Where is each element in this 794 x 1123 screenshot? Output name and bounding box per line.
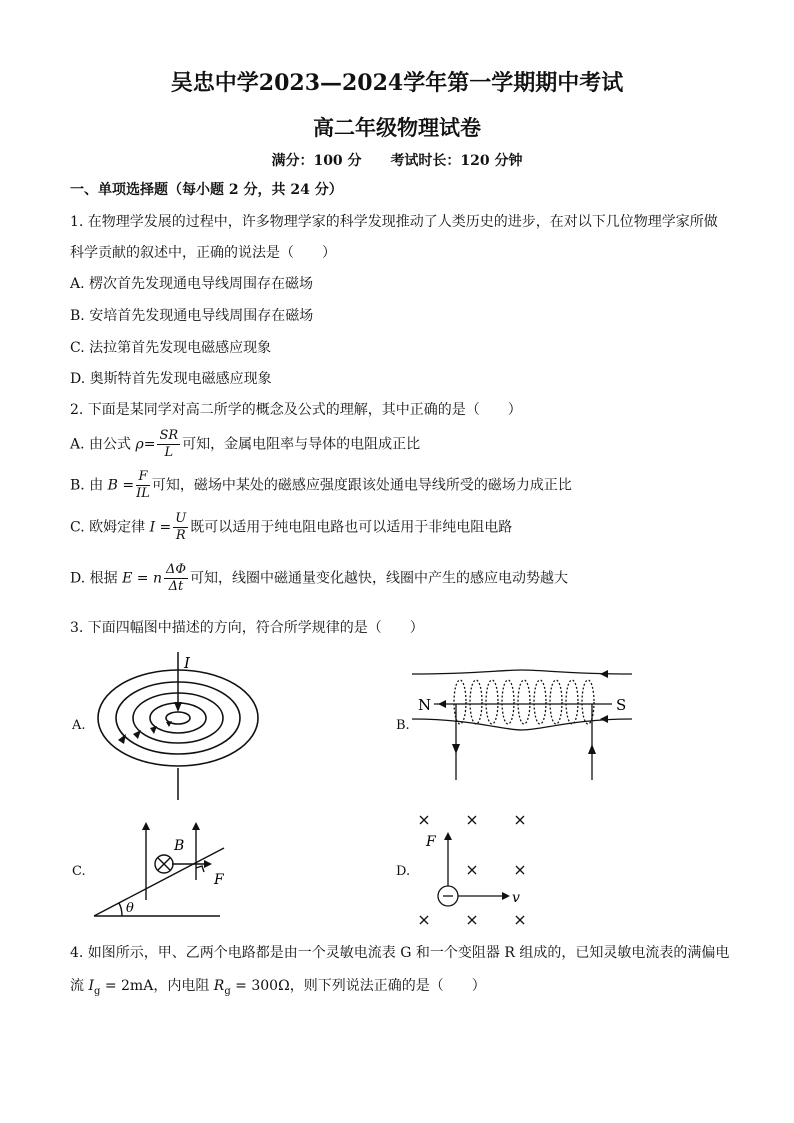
field-arrow-up-icon [192, 822, 200, 830]
south-pole-label: S [616, 696, 627, 714]
q2-b-numerator: F [136, 469, 150, 486]
q1-stem-line1: 1. 在物理学发展的过程中，许多物理学家的科学发现推动了人类历史的进步，在对以下几位物理学家所做 [70, 214, 718, 230]
q2-option-c [70, 511, 512, 544]
force-label: F [214, 872, 224, 888]
coil-turn [470, 680, 482, 724]
q1-option-d: D. 奥斯特首先发现电磁感应现象 [70, 371, 272, 387]
field-label: B [174, 838, 185, 854]
q3-stem: 3. 下面四幅图中描述的方向，符合所学规律的是（ ） [70, 620, 424, 636]
q2-a-fraction [157, 428, 180, 461]
current-arrow-up-icon [588, 744, 596, 754]
field-arrow-icon [133, 730, 141, 739]
field-arrow-left-icon [600, 670, 608, 678]
field-arrow-icon [118, 734, 126, 744]
field-cross-icon [420, 816, 428, 824]
q2-stem: 2. 下面是某同学对高二所学的概念及公式的理解，其中正确的是（ ） [70, 402, 522, 418]
field-cross-icon [516, 866, 524, 874]
q2-option-d [70, 562, 568, 595]
ig-subscript: g [93, 985, 101, 997]
field-cross-icon [468, 816, 476, 824]
duration: 考试时长：120 分钟 [390, 153, 523, 169]
angle-label: θ [126, 901, 134, 916]
figure-d-particle [412, 810, 542, 934]
q2-a-denominator: L [164, 445, 174, 460]
coil-turn [518, 680, 530, 724]
exam-title: 吴忠中学2023—2024学年第一学期期中考试 [170, 70, 624, 96]
q4-line1: 4. 如图所示，甲、乙两个电路都是由一个灵敏电流表 G 和一个变阻器 R 组成的，已知灵敏电流表的满偏电 [70, 945, 730, 961]
q2-option-a [70, 428, 420, 461]
force-arrow-right-icon [204, 860, 212, 868]
q2-a-lhs: ρ= [135, 436, 156, 453]
q3-label-c: C. [72, 864, 86, 879]
field-arrow-icon [166, 721, 172, 727]
q2-d-text: 可知，线圈中磁通量变化越快，线圈中产生的感应电动势越大 [190, 570, 569, 587]
field-line-top [412, 670, 632, 674]
q2-b-lhs: B = [107, 477, 135, 494]
q4-line2 [70, 976, 486, 1002]
q2-a-text: 可知，金属电阻率与导体的电阻成正比 [182, 436, 421, 453]
q2-b-prefix: B. 由 [70, 477, 104, 494]
field-arrow-up-icon [142, 822, 150, 830]
angle-arc [119, 903, 122, 916]
right-angle-mark [196, 866, 204, 872]
field-arrow-icon [150, 726, 157, 734]
force-arrow-up-icon [444, 832, 452, 840]
q2-d-fraction [164, 562, 188, 595]
figure-a-wire-field [90, 648, 270, 803]
coil-turn [486, 680, 498, 724]
current-arrow-down-icon [174, 702, 182, 712]
q2-c-fraction [173, 511, 188, 544]
q2-a-numerator: SR [159, 428, 179, 443]
q3-label-b: B. [396, 718, 410, 733]
q3-label-d: D. [396, 864, 411, 879]
q2-c-text: 既可以适用于纯电阻电路也可以适用于非纯电阻电路 [190, 519, 513, 536]
q2-b-text: 可知，磁场中某处的磁感应强度跟该处通电导线所受的磁场力成正比 [151, 477, 572, 494]
q2-c-numerator: U [175, 511, 187, 526]
current-arrow-down-icon [452, 744, 460, 754]
q2-b-fraction [136, 469, 150, 502]
field-cross-icon [468, 916, 476, 924]
ig-symbol: I [88, 978, 94, 994]
rg-subscript: g [224, 985, 231, 997]
force-label: F [426, 834, 436, 850]
field-arrow-left-icon [438, 700, 446, 708]
coil-turn [534, 680, 546, 724]
q1-option-a: A. 楞次首先发现通电导线周围存在磁场 [70, 276, 314, 292]
coil-turn [502, 680, 514, 724]
exam-subtitle: 高二年级物理试卷 [313, 115, 481, 140]
field-cross-icon [516, 916, 524, 924]
coil-turn [550, 680, 562, 724]
q2-d-denominator: Δt [168, 579, 184, 594]
current-label: I [184, 654, 190, 672]
field-arrow-left-icon [600, 715, 608, 723]
field-line-bottom [412, 719, 632, 730]
q2-d-lhs: E = n [122, 570, 162, 587]
section-heading: 一、单项选择题（每小题 2 分，共 24 分） [70, 182, 343, 198]
field-cross-icon [468, 866, 476, 874]
q3-label-a: A. [72, 718, 86, 733]
q1-option-b: B. 安培首先发现通电导线周围存在磁场 [70, 308, 314, 324]
q2-d-numerator: ΔΦ [165, 562, 187, 577]
q1-stem-line2: 科学贡献的叙述中，正确的说法是（ ） [70, 245, 336, 261]
coil-turn [566, 680, 578, 724]
q1-option-c: C. 法拉第首先发现电磁感应现象 [70, 340, 272, 356]
field-cross-icon [420, 916, 428, 924]
field-cross-icon [516, 816, 524, 824]
exam-meta [0, 150, 794, 170]
figure-b-solenoid [412, 664, 640, 782]
q2-option-b [70, 469, 572, 502]
full-score: 满分：100 分 [271, 153, 362, 169]
q2-b-denominator: IL [136, 486, 150, 501]
north-pole-label: N [418, 696, 432, 714]
q2-c-lhs: I = [149, 519, 172, 536]
q2-d-prefix: D. 根据 [70, 570, 118, 587]
velocity-label: v [512, 890, 520, 906]
velocity-arrow-right-icon [502, 892, 510, 900]
rg-value: = 300Ω，则下列说法正确的是（ ） [230, 978, 486, 994]
ig-value: = 2mA，内电阻 [100, 978, 210, 994]
q2-c-prefix: C. 欧姆定律 [70, 519, 146, 536]
rg-symbol: R [213, 978, 225, 994]
figure-c-incline [92, 820, 232, 920]
q2-a-prefix: A. 由公式 [70, 436, 132, 453]
q2-c-denominator: R [175, 528, 186, 543]
q4-prefix: 流 [70, 978, 84, 994]
